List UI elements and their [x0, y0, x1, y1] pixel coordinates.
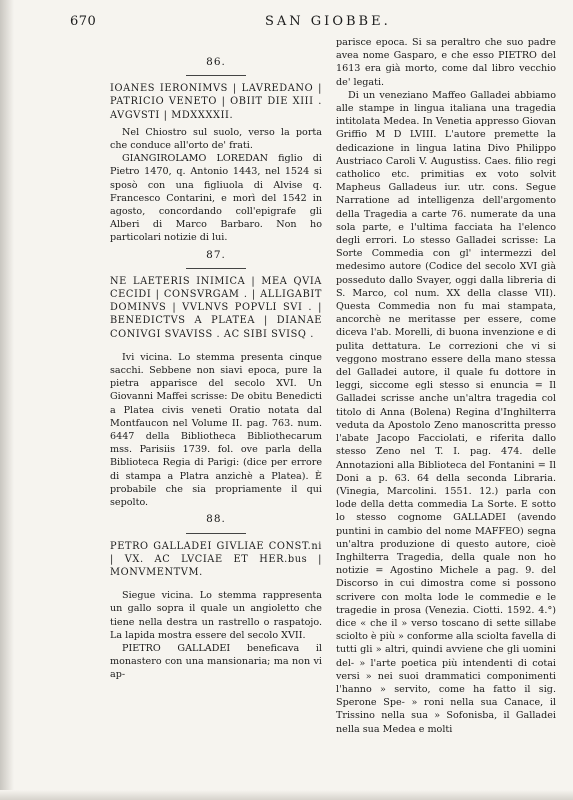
page-number: 670	[70, 14, 97, 29]
entry-number-88: 88.	[206, 513, 226, 526]
commentary-86: GIANGIROLAMO LOREDAN figlio di Pietro 1470, q. Antonio 1443, nel 1524 si sposò con una figliuola di Alvise q. Francesco Contarini, e morì del 1542 in agosto, concordando coll'epigrafe gli Alberi di Marco Barbaro. Non ho particolari notizie di lui.	[110, 153, 322, 244]
right-column	[336, 36, 556, 736]
commentary-87: Ivi vicina. Lo stemma presenta cinque sacchi. Sebbene non siavi epoca, pure la pietra apparisce del secolo XVI. Un Giovanni Maffei scrisse: De obitu Benedicti a Platea civis veneti Oratio notata dal Montfaucon nel Volume II. pag. 763. num. 6447 della Bibliotheca Bibliothecarum mss. Parisiis 1739. fol. ove parla della Biblioteca Regia di Parigi: (dice per errore di stampa a Platra anzichè a Platea). È probabile che sia propriamente il qui sepolto.	[110, 351, 322, 509]
entry-number-86: 86.	[206, 56, 226, 68]
page-header	[70, 14, 550, 34]
location-note-86: Nel Chiostro sul suolo, verso la porta che conduce all'orto de' frati.	[110, 126, 322, 152]
page-edge-shadow	[0, 0, 14, 800]
divider	[186, 268, 246, 269]
continued-paragraph: parisce epoca. Si sa peraltro che suo padre avea nome Gasparo, e che esso PIETRO del 1613 era già morto, come dal libro vecchio de' legati.	[336, 37, 556, 88]
entry-number-87: 87.	[206, 248, 226, 261]
inscription-86: IOANES IERONIMVS | LAVREDANO | PATRICIO VENETO | OBIIT DIE XIII . AVGVSTI | MDXXXXII.	[110, 83, 322, 121]
inscription-88: PETRO GALLADEI GIVLIAE CONST.ni | VX. AC LVCIAE ET HER.bus | MONVMENTVM.	[110, 540, 322, 578]
page-bottom-shadow	[0, 790, 573, 800]
left-column	[110, 52, 322, 682]
divider	[186, 533, 246, 534]
divider	[186, 75, 246, 76]
galladei-paragraph: Di un veneziano Maffeo Galladei abbiamo alle stampe in lingua italiana una tragedia intitolata Medea. In Venetia appresso Giovan Griffio M D LVIII. L'autore premette la dedicazione in lingua latina Divo Philippo Austriaco Caroli V. Augustiss. Caes. filio regi catholico etc. primitias ex voto solvit Mapheus Galladeus iur. utr. cons. Segue Narratione ad intelligenza dell'argomento della Tragedia a carte 76. numerate da una sola parte, e l'ultima facciata ha l'elenco degli errori. Lo stesso Galladei scrisse: La Sorte Commedia con gl' intermezzi del medesimo autore (Codice del secolo XVI già posseduto dallo Svayer, oggi dalla libreria di S. Marco, col num. XX della classe VII). Questa Commedia non fu mai stampata, ancorchè ne meritasse per essere, come diceva l'ab. Morelli, di buona invenzione e di pulita dettatura. Le correzioni che vi si veggono mostrano essere della mano stessa del Galladei autore, il quale fu dottore in leggi, siccome egli stesso si enuncia = Il Galladei scrisse anche un'altra tragedia col titolo di Anna (Bolena) Regina d'Inghilterra veduta da Apostolo Zeno manoscritta presso l'abate Jacopo Facciolati, e riferita dallo stesso Zeno nel T. I. pag. 474. delle Annotazioni alla Biblioteca del Fontanini = Il Doni a p. 63. 64 della seconda Libraria. (Vinegia, Marcolini. 1551. 12.) parla con lode della detta commedia La Sorte. E sotto lo stesso cognome GALLADEI (avendo puntini in cambio del nome MAFFEO) segna un'altra produzione di questo autore, cioè Inghilterra Tragedia, della quale non ho notizie = Agostino Michele a pag. 9. del Discorso in cui dimostra come si possono scrivere con molta lode le commedie e le tragedie in prosa (Venezia. Ciotti. 1592. 4.°) dice « che il » verso toscano di sette sillabe sciolto è più » conforme alla sciolta favella di tutti gli » altri, quindi avviene che gli uomini del- » l'arte poetica più intendenti di cotai versi » nei suoi drammatici componimenti l'hanno » servito, come ha fatto il sig. Sperone Spe- » roni nella sua Canace, il Trissino nella sua » Sofonisba, il Galladei nella sua Medea e molti	[336, 89, 556, 735]
inscription-87: NE LAETERIS INIMICA | MEA QVIA CECIDI | CONSVRGAM . | ALLIGABIT DOMINVS | VVLNVS POPVLI SVI . | BENEDICTVS A PLATEA | DIANAE CONIVGI SVAVISS . AC SIBI SVISQ .	[110, 275, 322, 340]
commentary-88-a: Siegue vicina. Lo stemma rappresenta un gallo sopra il quale un angioletto che tiene nella destra un rastrello o raspatojo. La lapida mostra essere del secolo XVII.	[110, 590, 322, 641]
commentary-88-b: PIETRO GALLADEI beneficava il monastero con una mansionaria; ma non vi ap-	[110, 642, 322, 681]
running-head: SAN GIOBBE.	[265, 14, 391, 29]
